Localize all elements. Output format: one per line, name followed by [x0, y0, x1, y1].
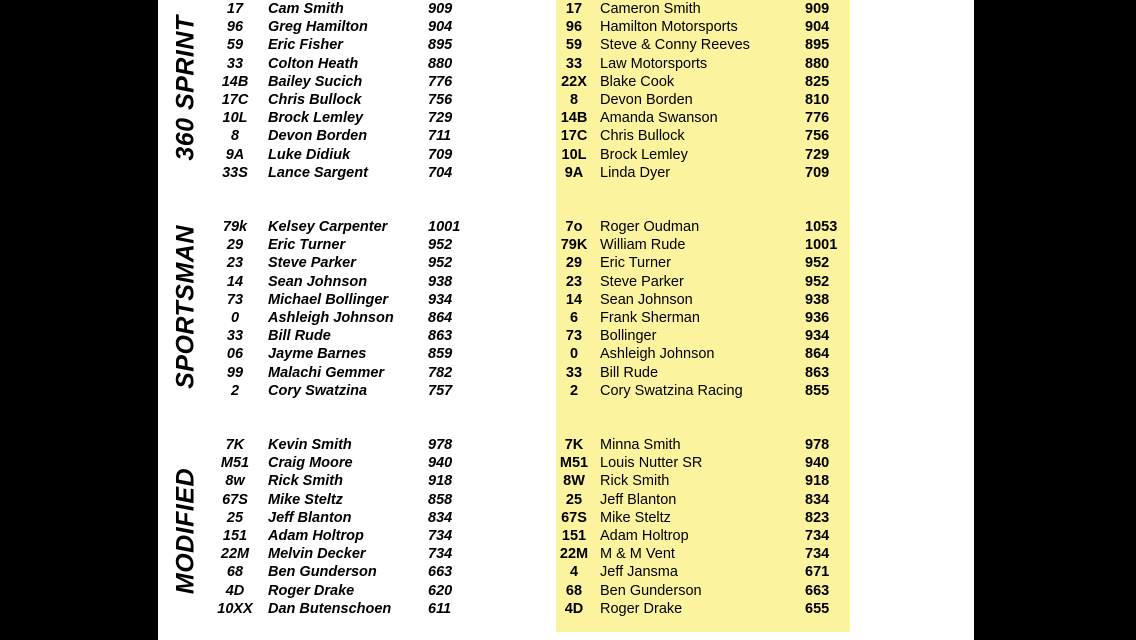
- owner-car-number: 10L: [561, 146, 587, 163]
- driver-name: Adam Holtrop: [268, 528, 364, 544]
- driver-car-number: 68: [226, 564, 244, 581]
- driver-points: 952: [428, 255, 453, 272]
- owner-points: 904: [805, 19, 830, 36]
- owner-name: Steve Parker: [600, 273, 684, 290]
- driver-name: Jeff Blanton: [268, 509, 352, 526]
- owner-car-number: 22M: [559, 546, 589, 563]
- owner-points: 834: [805, 491, 830, 508]
- driver-name: Colton Heath: [268, 55, 359, 72]
- driver-points: 734: [428, 528, 453, 544]
- owner-car-number: 22X: [561, 73, 587, 90]
- owner-car-number: 4: [569, 564, 579, 581]
- driver-name: Mike Steltz: [268, 491, 343, 508]
- owner-car-number: 17C: [560, 128, 588, 145]
- driver-name: Ashleigh Johnson: [268, 310, 394, 326]
- driver-points: 909: [428, 1, 453, 17]
- driver-name: Malachi Gemmer: [268, 364, 385, 381]
- owner-points: 909: [805, 1, 830, 17]
- driver-car-number: 4D: [225, 582, 245, 599]
- driver-car-number: 10XX: [217, 600, 253, 617]
- section-label: SPORTSMAN: [171, 225, 200, 389]
- owner-points: 934: [805, 328, 830, 345]
- driver-points: 895: [428, 37, 453, 54]
- driver-name: Steve Parker: [268, 255, 356, 272]
- owner-points: 938: [805, 291, 830, 308]
- section-label: MODIFIED: [171, 467, 200, 595]
- owner-car-number: 73: [565, 328, 583, 345]
- owner-name: Bollinger: [600, 328, 657, 345]
- driver-points: 864: [428, 310, 453, 326]
- driver-car-number: 17: [226, 1, 244, 17]
- owner-points: 880: [805, 55, 830, 72]
- owner-car-number: 4D: [564, 600, 584, 617]
- owner-car-number: M51: [559, 455, 589, 472]
- owner-points: 671: [805, 564, 830, 581]
- driver-car-number: 06: [226, 346, 244, 363]
- driver-points: 918: [428, 473, 453, 490]
- driver-car-number: 29: [226, 237, 244, 254]
- driver-points: 904: [428, 19, 453, 36]
- standings-row: [0, 127, 1136, 145]
- driver-points: 1001: [428, 219, 461, 235]
- driver-car-number: 73: [226, 291, 244, 308]
- standings-row: [0, 309, 1136, 327]
- driver-name: Dan Butenschoen: [268, 600, 392, 617]
- owner-car-number: 67S: [561, 509, 587, 526]
- owner-name: Roger Drake: [600, 600, 683, 617]
- standings-row: [0, 472, 1136, 490]
- owner-name: Amanda Swanson: [600, 110, 718, 127]
- owner-points: 655: [805, 600, 830, 617]
- owner-points: 940: [805, 455, 830, 472]
- driver-name: Bailey Sucich: [268, 73, 363, 90]
- standings-row: [0, 18, 1136, 36]
- standings-row: [0, 382, 1136, 400]
- driver-car-number: 33: [226, 55, 244, 72]
- owner-name: Sean Johnson: [600, 291, 693, 308]
- standings-row: [0, 164, 1136, 182]
- standings-row: [0, 36, 1136, 54]
- driver-points: 734: [428, 546, 453, 563]
- standings-row: [0, 509, 1136, 527]
- driver-car-number: 79k: [222, 219, 248, 235]
- owner-car-number: 17: [565, 1, 583, 17]
- owner-car-number: 29: [565, 255, 583, 272]
- owner-name: Mike Steltz: [600, 509, 671, 526]
- driver-name: Ben Gunderson: [268, 564, 377, 581]
- owner-points: 952: [805, 273, 830, 290]
- driver-points: 709: [428, 146, 453, 163]
- owner-car-number: 33: [565, 364, 583, 381]
- driver-name: Jayme Barnes: [268, 346, 367, 363]
- owner-car-number: 6: [569, 310, 579, 326]
- driver-name: Michael Bollinger: [268, 291, 389, 308]
- owner-name: Rick Smith: [600, 473, 670, 490]
- owner-name: Jeff Jansma: [600, 564, 678, 581]
- driver-car-number: 33S: [222, 164, 248, 181]
- driver-name: Craig Moore: [268, 455, 353, 472]
- driver-points: 859: [428, 346, 453, 363]
- driver-car-number: 59: [226, 37, 244, 54]
- standings-row: [0, 436, 1136, 454]
- owner-points: 756: [805, 128, 830, 145]
- driver-car-number: 8w: [225, 473, 245, 490]
- driver-points: 952: [428, 237, 453, 254]
- standings-row: [0, 91, 1136, 109]
- owner-car-number: 7o: [565, 219, 583, 235]
- owner-points: 729: [805, 146, 830, 163]
- owner-car-number: 0: [569, 346, 579, 363]
- owner-points: 1001: [805, 237, 838, 254]
- owner-name: Minna Smith: [600, 437, 681, 453]
- driver-car-number: 7K: [225, 437, 245, 453]
- driver-points: 863: [428, 328, 453, 345]
- owner-name: Bill Rude: [600, 364, 659, 381]
- owner-points: 663: [805, 582, 830, 599]
- owner-name: Brock Lemley: [600, 146, 688, 163]
- owner-car-number: 2: [569, 382, 579, 399]
- owner-name: Devon Borden: [600, 92, 693, 108]
- driver-car-number: 9A: [225, 146, 245, 163]
- standings-row: [0, 146, 1136, 164]
- driver-car-number: 67S: [222, 491, 248, 508]
- owner-points: 864: [805, 346, 830, 363]
- standings-row: [0, 273, 1136, 291]
- owner-car-number: 23: [565, 273, 583, 290]
- driver-name: Roger Drake: [268, 582, 355, 599]
- driver-car-number: 0: [230, 310, 240, 326]
- driver-car-number: 33: [226, 328, 244, 345]
- owner-points: 918: [805, 473, 830, 490]
- owner-car-number: 14B: [560, 110, 588, 127]
- driver-name: Eric Fisher: [268, 37, 343, 54]
- owner-car-number: 96: [565, 19, 583, 36]
- owner-points: 863: [805, 364, 830, 381]
- driver-car-number: 151: [222, 528, 248, 544]
- driver-name: Rick Smith: [268, 473, 343, 490]
- owner-points: 1053: [805, 219, 838, 235]
- owner-points: 709: [805, 164, 830, 181]
- owner-car-number: 7K: [564, 437, 584, 453]
- driver-points: 776: [428, 73, 453, 90]
- driver-points: 934: [428, 291, 453, 308]
- driver-points: 938: [428, 273, 453, 290]
- owner-name: Steve & Conny Reeves: [600, 37, 750, 54]
- owner-points: 855: [805, 382, 830, 399]
- driver-name: Bill Rude: [268, 328, 331, 345]
- driver-car-number: 10L: [222, 110, 248, 127]
- driver-name: Melvin Decker: [268, 546, 366, 563]
- driver-name: Lance Sargent: [268, 164, 368, 181]
- driver-points: 620: [428, 582, 453, 599]
- owner-points: 810: [805, 92, 830, 108]
- owner-points: 895: [805, 37, 830, 54]
- driver-name: Sean Johnson: [268, 273, 368, 290]
- owner-points: 776: [805, 110, 830, 127]
- driver-points: 611: [428, 600, 452, 617]
- standings-row: [0, 55, 1136, 73]
- owner-name: Eric Turner: [600, 255, 671, 272]
- owner-name: Louis Nutter SR: [600, 455, 703, 472]
- owner-points: 734: [805, 528, 830, 544]
- owner-points: 825: [805, 73, 830, 90]
- section-label: 360 SPRINT: [171, 15, 200, 161]
- driver-name: Greg Hamilton: [268, 19, 368, 36]
- owner-name: Linda Dyer: [600, 164, 671, 181]
- driver-name: Eric Turner: [268, 237, 346, 254]
- driver-car-number: 8: [230, 128, 240, 145]
- owner-points: 936: [805, 310, 830, 326]
- driver-points: 940: [428, 455, 453, 472]
- standings-row: [0, 527, 1136, 545]
- driver-points: 757: [428, 382, 453, 399]
- driver-points: 729: [428, 110, 453, 127]
- driver-name: Brock Lemley: [268, 110, 364, 127]
- standings-row: [0, 218, 1136, 236]
- owner-car-number: 33: [565, 55, 583, 72]
- owner-name: Cory Swatzina Racing: [600, 382, 743, 399]
- standings-row: [0, 0, 1136, 18]
- owner-name: M & M Vent: [600, 546, 675, 563]
- driver-name: Chris Bullock: [268, 92, 362, 108]
- driver-points: 704: [428, 164, 453, 181]
- driver-car-number: 22M: [220, 546, 250, 563]
- driver-car-number: 96: [226, 19, 244, 36]
- owner-car-number: 8: [569, 92, 579, 108]
- owner-name: Adam Holtrop: [600, 528, 689, 544]
- driver-name: Kevin Smith: [268, 437, 352, 453]
- driver-name: Cory Swatzina: [268, 382, 368, 399]
- owner-name: Ben Gunderson: [600, 582, 702, 599]
- driver-points: 858: [428, 491, 453, 508]
- driver-name: Kelsey Carpenter: [268, 219, 388, 235]
- standings-row: [0, 291, 1136, 309]
- driver-points: 711: [428, 128, 452, 145]
- owner-name: Hamilton Motorsports: [600, 19, 738, 36]
- owner-points: 978: [805, 437, 830, 453]
- driver-car-number: 17C: [221, 92, 249, 108]
- owner-name: Blake Cook: [600, 73, 675, 90]
- driver-points: 756: [428, 92, 453, 108]
- owner-car-number: 79K: [560, 237, 588, 254]
- driver-points: 834: [428, 509, 453, 526]
- owner-points: 734: [805, 546, 830, 563]
- owner-name: Jeff Blanton: [600, 491, 677, 508]
- standings-row: [0, 109, 1136, 127]
- standings-row: [0, 454, 1136, 472]
- driver-points: 978: [428, 437, 453, 453]
- owner-name: Cameron Smith: [600, 1, 701, 17]
- driver-car-number: M51: [220, 455, 250, 472]
- driver-points: 782: [428, 364, 453, 381]
- standings-row: [0, 73, 1136, 91]
- standings-row: [0, 327, 1136, 345]
- owner-points: 823: [805, 509, 830, 526]
- owner-name: Chris Bullock: [600, 128, 685, 145]
- driver-car-number: 2: [230, 382, 240, 399]
- standings-row: [0, 545, 1136, 563]
- driver-car-number: 25: [226, 509, 244, 526]
- driver-name: Luke Didiuk: [268, 146, 351, 163]
- owner-name: Roger Oudman: [600, 219, 700, 235]
- owner-car-number: 8W: [563, 473, 585, 490]
- driver-points: 880: [428, 55, 453, 72]
- standings-row: [0, 600, 1136, 618]
- owner-car-number: 59: [565, 37, 583, 54]
- owner-car-number: 25: [565, 491, 583, 508]
- owner-name: Ashleigh Johnson: [600, 346, 715, 363]
- driver-car-number: 99: [226, 364, 244, 381]
- owner-car-number: 9A: [564, 164, 584, 181]
- owner-car-number: 151: [561, 528, 587, 544]
- driver-car-number: 14: [226, 273, 244, 290]
- owner-car-number: 68: [565, 582, 583, 599]
- standings-row: [0, 563, 1136, 581]
- owner-car-number: 14: [565, 291, 583, 308]
- standings-row: [0, 254, 1136, 272]
- standings-row: [0, 345, 1136, 363]
- owner-name: William Rude: [600, 237, 686, 254]
- driver-car-number: 23: [226, 255, 244, 272]
- standings-row: [0, 364, 1136, 382]
- driver-name: Cam Smith: [268, 1, 344, 17]
- driver-points: 663: [428, 564, 453, 581]
- owner-points: 952: [805, 255, 830, 272]
- owner-name: Law Motorsports: [600, 55, 708, 72]
- standings-row: [0, 491, 1136, 509]
- standings-row: [0, 582, 1136, 600]
- driver-name: Devon Borden: [268, 128, 368, 145]
- standings-row: [0, 236, 1136, 254]
- driver-car-number: 14B: [221, 73, 249, 90]
- owner-name: Frank Sherman: [600, 310, 700, 326]
